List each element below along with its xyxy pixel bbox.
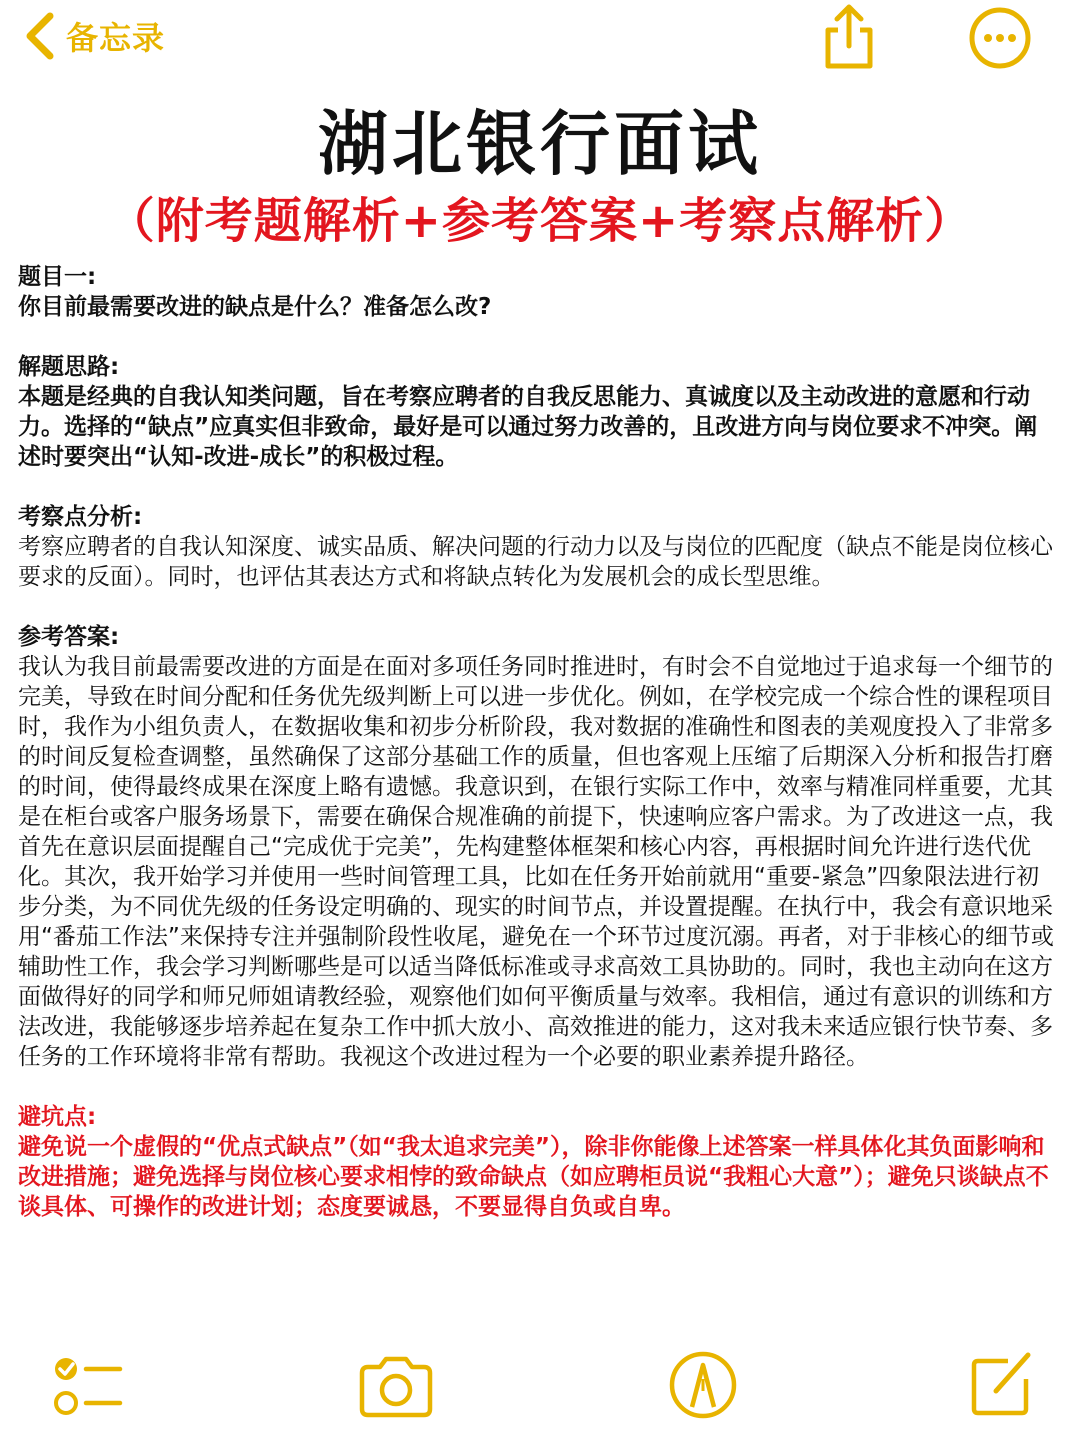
navigation-bar: [0, 0, 1080, 80]
note-subtitle: （附考题解析+参考答案+考察点解析）: [106, 193, 974, 249]
back-button[interactable]: [22, 8, 165, 64]
camera-button[interactable]: [356, 1355, 436, 1419]
pitfall-heading: 避坑点:: [18, 1104, 97, 1130]
markup-button[interactable]: [668, 1349, 738, 1421]
note-title: 湖北银行面试: [318, 103, 762, 185]
pen-icon: [668, 1349, 738, 1421]
more-icon: [968, 6, 1032, 70]
checklist-button[interactable]: [50, 1351, 124, 1421]
approach-section: [18, 352, 1058, 472]
approach-heading: 解题思路:: [18, 354, 120, 380]
answer-section: [18, 622, 1058, 1072]
bottom-toolbar: [0, 1345, 1080, 1435]
analysis-section: [18, 502, 1058, 592]
answer-text: 我认为我目前最需要改进的方面是在面对多项任务同时推进时，有时会不自觉地过于追求每一个细节的完美，导致在时间分配和任务优先级判断上可以进一步优化。例如，在学校完成一个综合性的课程项目时，我作为小组负责人，在数据收集和初步分析阶段，我对数据的准确性和图表的美观度投入了非常多的时间反复检查调整，虽然确保了这部分基础工作的质量，但也客观上压缩了后期深入分析和报告打磨的时间，使得最终成果在深度上略有遗憾。我意识到，在银行实际工作中，效率与精准同样重要，尤其是在柜台或客户服务场景下，需要在确保合规准确的前提下，快速响应客户需求。为了改进这一点，我首先在意识层面提醒自己“完成优于完美”，先构建整体框架和核心内容，再根据时间允许进行迭代优化。其次，我开始学习并使用一些时间管理工具，比如在任务开始前就用“重要-紧急”四象限法进行初步分类，为不同优先级的任务设定明确的、现实的时间节点，并设置提醒。在执行中，我会有意识地采用“番茄工作法”来保持专注并强制阶段性收尾，避免在一个环节过度沉溺。再者，对于非核心的细节或辅助性工作，我会学习判断哪些是可以适当降低标准或寻求高效工具协助的。同时，我也主动向在这方面做得好的同学和师兄师姐请教经验，观察他们如何平衡质量与效率。我相信，通过有意识的训练和方法改进，我能够逐步培养起在复杂工作中抓大放小、高效推进的能力，这对我未来适应银行快节奏、多任务的工作环境将非常有帮助。我视这个改进过程为一个必要的职业素养提升路径。: [18, 654, 1054, 1070]
question-section: [18, 262, 1058, 322]
question-text: 你目前最需要改进的缺点是什么？准备怎么改?: [18, 294, 492, 320]
answer-heading: 参考答案:: [18, 624, 120, 650]
share-icon: [818, 2, 880, 72]
compose-icon: [968, 1347, 1034, 1419]
pitfall-text: 避免说一个虚假的“优点式缺点”（如“我太追求完美”），除非你能像上述答案一样具体化其负面影响和改进措施；避免选择与岗位核心要求相悖的致命缺点（如应聘柜员说“我粗心大意”）；避免只谈缺点不谈具体、可操作的改进计划；态度要诚恳，不要显得自负或自卑。: [18, 1134, 1049, 1220]
chevron-left-icon: [22, 10, 58, 62]
share-button[interactable]: [818, 2, 880, 72]
analysis-heading: 考察点分析:: [18, 504, 143, 530]
more-button[interactable]: [968, 6, 1032, 70]
analysis-text: 考察应聘者的自我认知深度、诚实品质、解决问题的行动力以及与岗位的匹配度（缺点不能是岗位核心要求的反面）。同时，也评估其表达方式和将缺点转化为发展机会的成长型思维。: [18, 534, 1053, 590]
question-heading: 题目一:: [18, 264, 97, 290]
camera-icon: [356, 1355, 436, 1419]
approach-text: 本题是经典的自我认知类问题，旨在考察应聘者的自我反思能力、真诚度以及主动改进的意愿和行动力。选择的“缺点”应真实但非致命，最好是可以通过努力改善的，且改进方向与岗位要求不冲突。阐述时要突出“认知-改进-成长”的积极过程。: [18, 384, 1038, 470]
compose-button[interactable]: [968, 1347, 1034, 1419]
note-body[interactable]: [18, 262, 1058, 1252]
back-label: 备忘录: [66, 19, 166, 57]
checklist-icon: [50, 1351, 124, 1421]
pitfall-section: [18, 1102, 1058, 1222]
